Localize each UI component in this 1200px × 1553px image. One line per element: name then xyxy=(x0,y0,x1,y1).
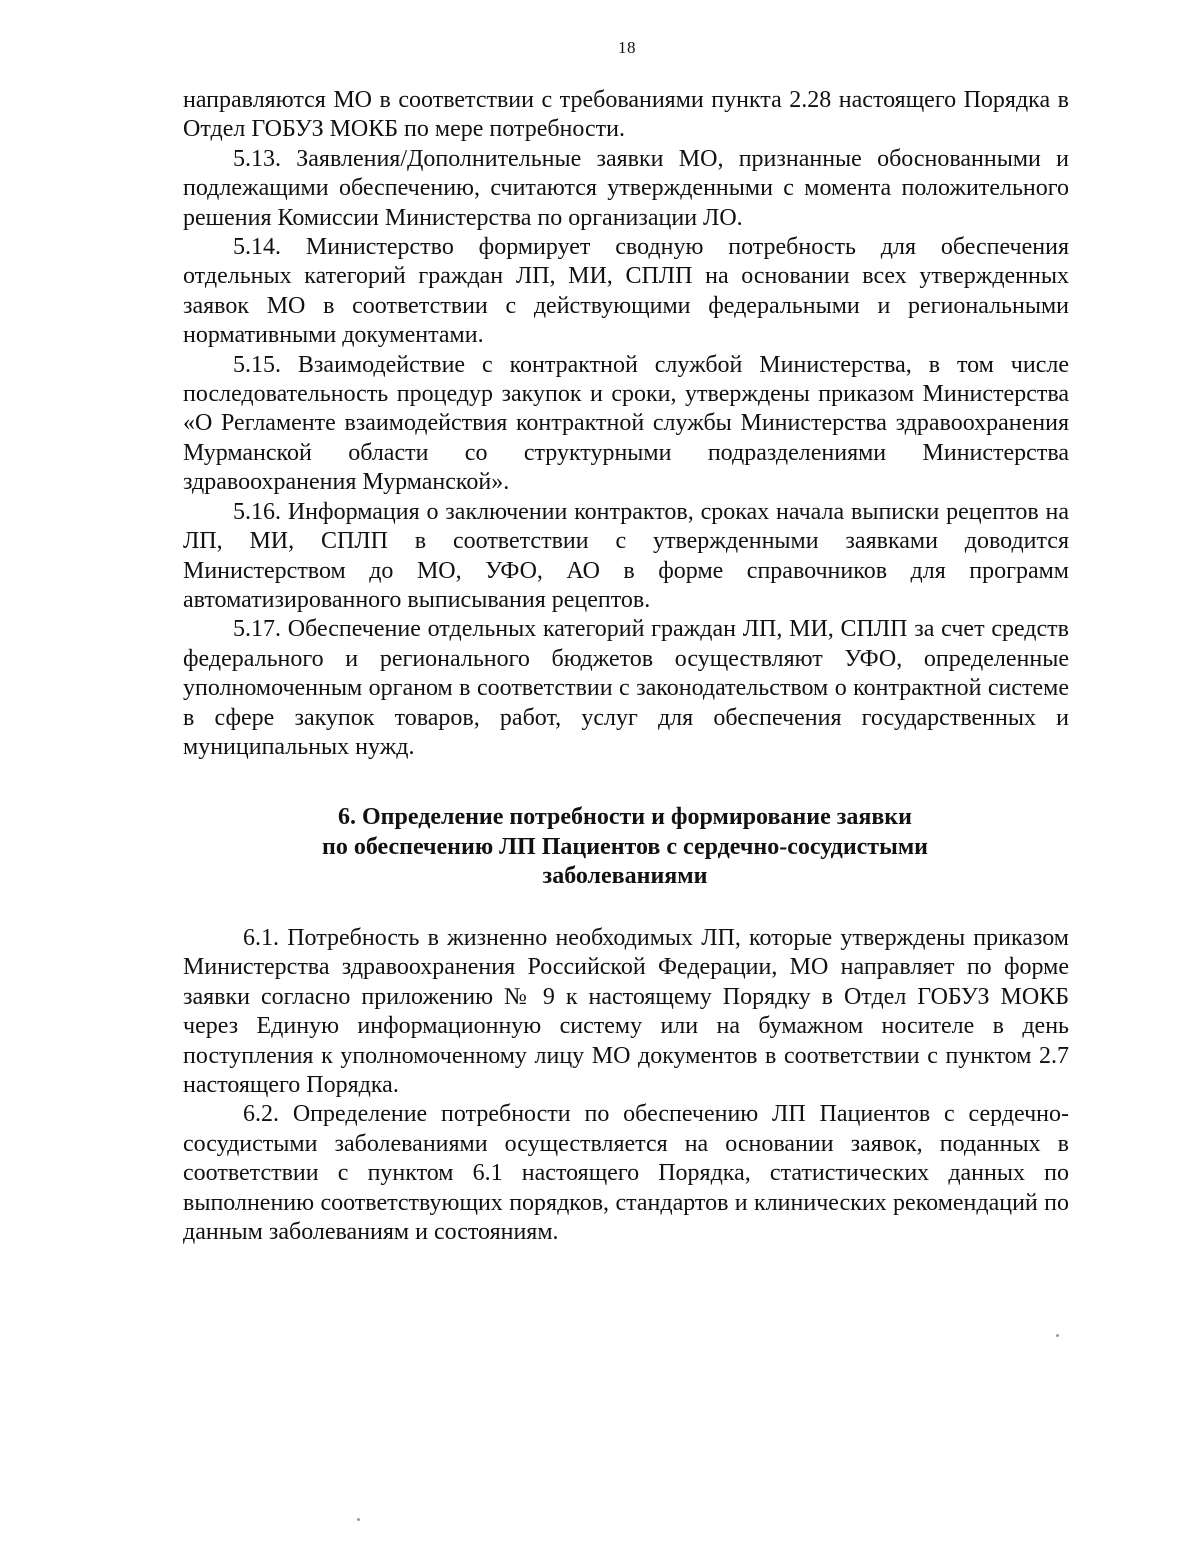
page-number: 18 xyxy=(618,38,636,57)
scan-speck xyxy=(357,1518,360,1521)
section-heading xyxy=(240,803,1010,892)
paragraph-5-14: 5.14. Министерство формирует сводную потребность для обеспечения отдельных категорий граждан ЛП, МИ, СПЛП на основании всех утвержденных заявок МО в соответствии с действующими федеральными и региональными нормативными документами. xyxy=(183,234,1069,349)
paragraph-5-16: 5.16. Информация о заключении контрактов, сроках начала выписки рецептов на ЛП, МИ, СПЛП в соответствии с утвержденными заявками доводится Министерством до МО, УФО, АО в форме справочников для программ автоматизированного выписывания рецептов. xyxy=(183,498,1069,613)
scan-speck xyxy=(1056,1334,1059,1337)
section-heading-line-1: 6. Определение потребности и формирование заявки xyxy=(338,804,912,830)
paragraph-continuation: направляются МО в соответствии с требованиями пункта 2.28 настоящего Порядка в Отдел ГОБУЗ МОКБ по мере потребности. xyxy=(183,87,1069,143)
paragraph-5-13: 5.13. Заявления/Дополнительные заявки МО, признанные обоснованными и подлежащими обеспечению, считаются утвержденными с момента положительного решения Комиссии Министерства по организации ЛО. xyxy=(183,145,1069,231)
paragraph-6-2: 6.2. Определение потребности по обеспечению ЛП Пациентов с сердечно-сосудистыми заболеваниями осуществляется на основании заявок, поданных в соответствии с пунктом 6.1 настоящего Порядка, статистических данных по выполнению соответствующих порядков, стандартов и клинических рекомендаций по данным заболеваниям и состояниям. xyxy=(183,1101,1069,1246)
section-heading-line-2: по обеспечению ЛП Пациентов с сердечно-сосудистыми xyxy=(322,833,928,860)
paragraph-5-17: 5.17. Обеспечение отдельных категорий граждан ЛП, МИ, СПЛП за счет средств федерального и регионального бюджетов осуществляют УФО, определенные уполномоченным органом в соответствии с законодательством о контрактной системе в сфере закупок товаров, работ, услуг для обеспечения государственных и муниципальных нужд. xyxy=(183,616,1069,760)
body-text-before-heading xyxy=(183,86,1069,762)
paragraph-5-15: 5.15. Взаимодействие с контрактной службой Министерства, в том числе последовательность процедур закупок и сроки, утверждены приказом Министерства «О Регламенте взаимодействия контрактной службы Министерства здравоохранения Мурманской области со структурными подразделениями Министерства здравоохранения Мурманской». xyxy=(183,351,1069,496)
paragraph-6-1: 6.1. Потребность в жизненно необходимых ЛП, которые утверждены приказом Министерства здравоохранения Российской Федерации, МО направляет по форме заявки согласно приложению № 9 к настоящему Порядку в Отдел ГОБУЗ МОКБ через Единую информационную систему или на бумажном носителе в день поступления к уполномоченному лицу МО документов в соответствии с пунктом 2.7 настоящего Порядка. xyxy=(183,925,1069,1099)
body-text-after-heading xyxy=(183,924,1069,1247)
section-heading-line-3: заболеваниями xyxy=(542,863,708,889)
